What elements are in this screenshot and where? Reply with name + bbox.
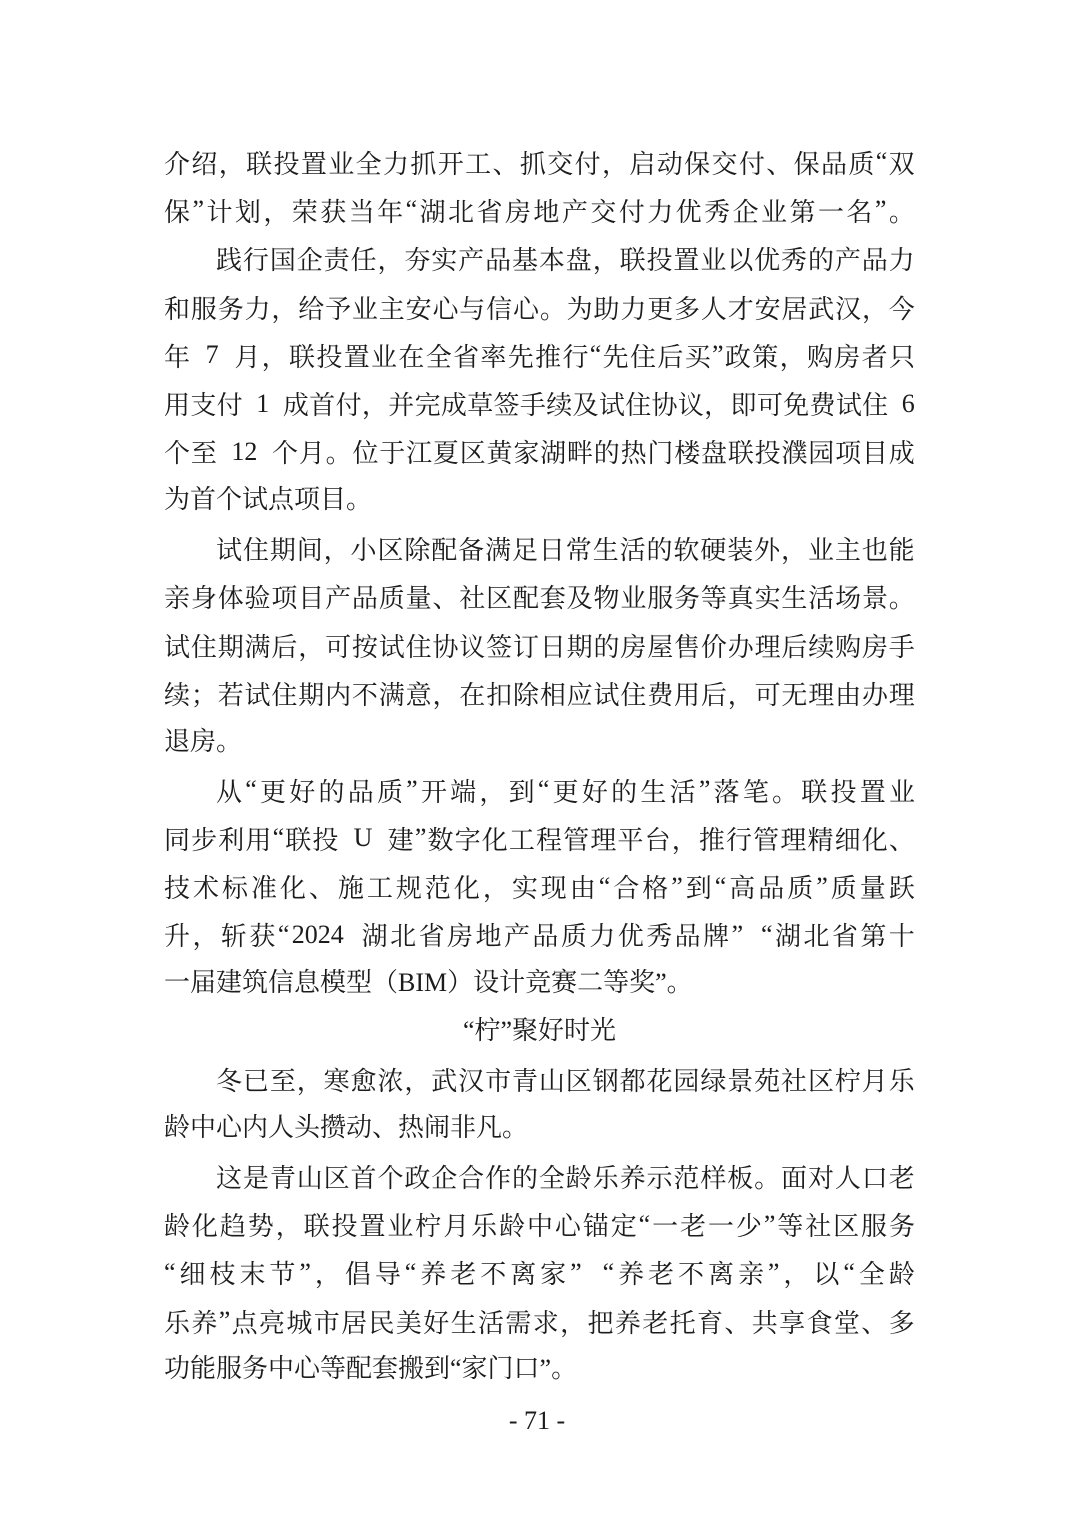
text-line: 和 服 务 力 ， 给 予 业 主 安 心 与 信 心 。 为 助 力 更 多 人 才 安 居 武 汉 ， 今 <box>164 294 915 324</box>
text-line: 保 ” 计 划 ， 荣 获 当 年 “ 湖 北 省 房 地 产 交 付 力 优 秀 企 业 第 一 名 ” 。 <box>164 195 915 227</box>
text-line: 试 住 期 间 ， 小 区 除 配 备 满 足 日 常 生 活 的 软 硬 装 外 ， 业 主 也 能 <box>216 536 915 566</box>
text-line: 这 是 青 山 区 首 个 政 企 合 作 的 全 龄 乐 养 示 范 样 板 。 面 对 人 口 老 <box>216 1163 915 1193</box>
text-line: 乐 养 ” 点 亮 城 市 居 民 美 好 生 活 需 求 ， 把 养 老 托 育 、 共 享 食 堂 、 多 <box>164 1306 915 1338</box>
text-line: 个 至 12 个 月 。 位 于 江 夏 区 黄 家 湖 畔 的 热 门 楼 盘 联 投 濮 园 项 目 成 <box>164 436 915 469</box>
text-line: 从 “ 更 好 的 品 质 ” 开 端 ， 到 “ 更 好 的 生 活 ” 落 笔 。 联 投 置 业 <box>216 775 915 807</box>
text-line: 用 支 付 1 成 首 付 ， 并 完 成 草 签 手 续 及 试 住 协 议 ， 即 可 免 费 试 住 6 <box>164 388 915 421</box>
text-line: 为首个试点项目。 <box>164 485 373 515</box>
document-body <box>164 138 915 1394</box>
page-number: - 71 - <box>508 1406 566 1435</box>
text-line: 功能服务中心等配套搬到“家门口”。 <box>164 1354 578 1384</box>
text-line: 试 住 期 满 后 ， 可 按 试 住 协 议 签 订 日 期 的 房 屋 售 价 办 理 后 续 购 房 手 <box>164 632 915 662</box>
text-line: 技 术 标 准 化 、 施 工 规 范 化 ， 实 现 由 “ 合 格 ” 到 “ 高 品 质 ” 质 量 跃 <box>164 871 915 904</box>
text-line: 续 ； 若 试 住 期 内 不 满 意 ， 在 扣 除 相 应 试 住 费 用 后 ， 可 无 理 由 办 理 <box>164 680 915 710</box>
text-line: 践 行 国 企 责 任 ， 夯 实 产 品 基 本 盘 ， 联 投 置 业 以 优 秀 的 产 品 力 <box>216 246 915 276</box>
text-line: 冬 已 至 ， 寒 愈 浓 ， 武 汉 市 青 山 区 钢 都 花 园 绿 景 苑 社 区 柠 月 乐 <box>216 1067 915 1097</box>
text-line: 年 7 月 ， 联 投 置 业 在 全 省 率 先 推 行 “ 先 住 后 买 ” 政 策 ， 购 房 者 只 <box>164 340 915 372</box>
text-line: 亲 身 体 验 项 目 产 品 质 量 、 社 区 配 套 及 物 业 服 务 等 真 实 生 活 场 景 。 <box>164 584 915 614</box>
section-heading: “柠”聚好时光 <box>462 1016 617 1046</box>
text-line: 龄中心内人头攒动、热闹非凡。 <box>164 1112 529 1142</box>
text-line: 升 ， 斩 获 “ 2024 湖 北 省 房 地 产 品 质 力 优 秀 品 牌 ” “ 湖 北 省 第 十 <box>164 919 915 952</box>
text-line: 一届建筑信息模型（BIM）设计竞赛二等奖”。 <box>164 968 693 998</box>
text-line: 介 绍 ， 联 投 置 业 全 力 抓 开 工 、 抓 交 付 ， 启 动 保 交 付 、 保 品 质 “ 双 <box>164 147 915 179</box>
text-line: 同 步 利 用 “ 联 投 U 建 ” 数 字 化 工 程 管 理 平 台 ， 推 行 管 理 精 细 化 、 <box>164 823 915 855</box>
text-line: 退房。 <box>164 726 243 756</box>
text-line: 龄 化 趋 势 ， 联 投 置 业 柠 月 乐 龄 中 心 锚 定 “ 一 老 一 少 ” 等 社 区 服 务 <box>164 1209 915 1242</box>
text-line: “ 细 枝 末 节 ” ， 倡 导 “ 养 老 不 离 家 ” “ 养 老 不 离 亲 ” ， 以 “ 全 龄 <box>164 1257 915 1290</box>
